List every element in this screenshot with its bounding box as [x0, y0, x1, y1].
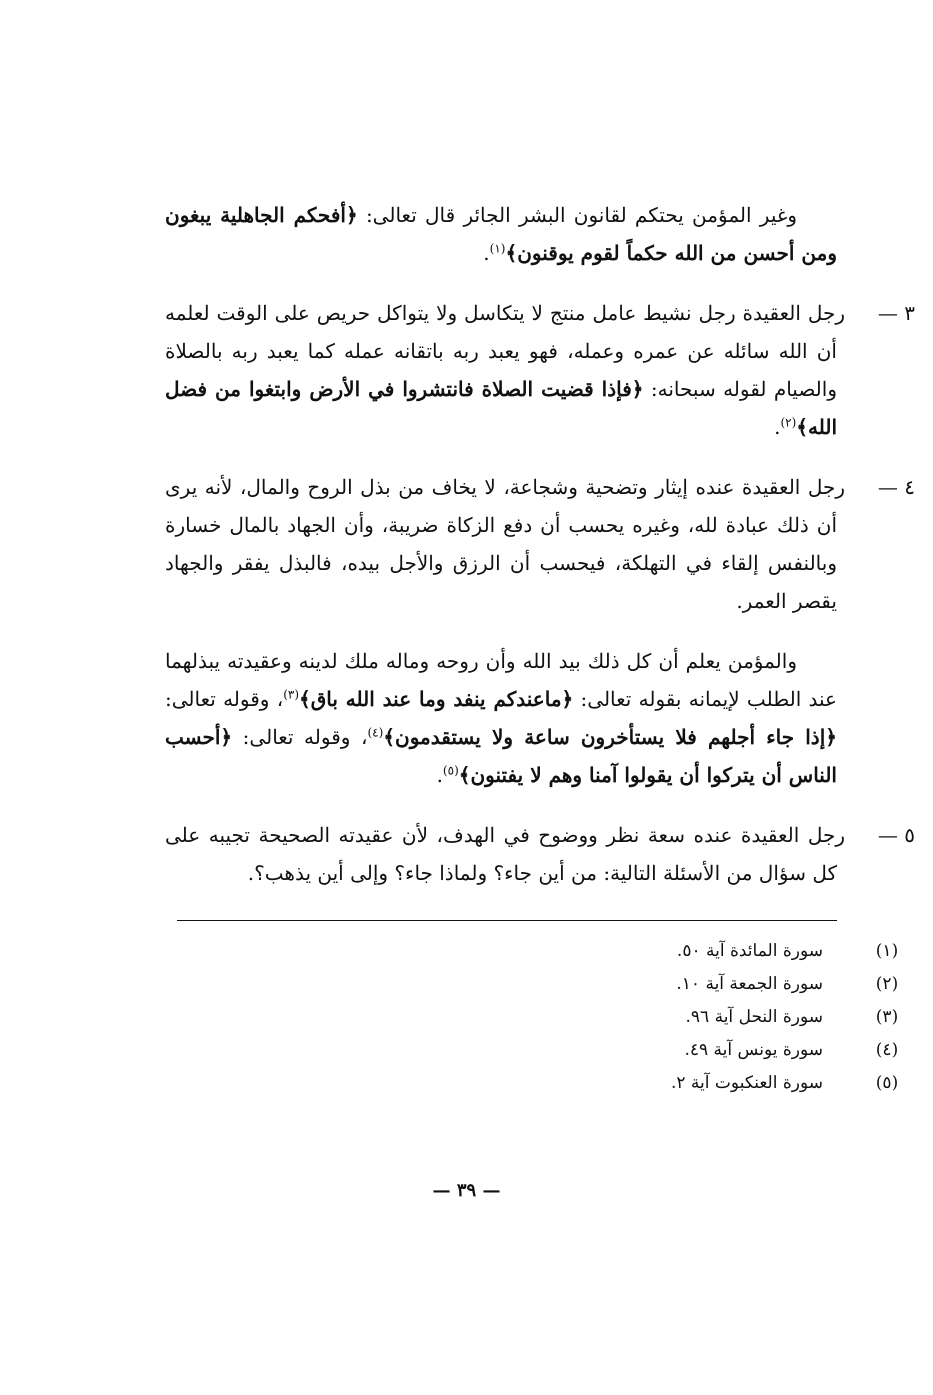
item-5-number: ٥ — [877, 823, 915, 847]
footnote-ref-4: (٤) [367, 725, 384, 740]
footnote-ref-5: (٥) [442, 763, 459, 778]
numbered-item-3 [165, 294, 915, 446]
numbered-item-4 [165, 468, 915, 620]
footnotes-list [165, 935, 899, 1100]
footnote-separator [177, 920, 837, 921]
footnote [165, 935, 899, 968]
quran-quote-4: ﴿إذا جاء أجلهم فلا يستأخرون ساعة ولا يستقدمون﴾ [383, 725, 837, 749]
footnote-ref-1: (١) [489, 241, 506, 256]
footnote-ref-2: (٢) [780, 415, 797, 430]
footnote-text: سورة النحل آية ٩٦. [685, 1007, 823, 1027]
footnote-text: سورة العنكبوت آية ٢. [670, 1073, 823, 1093]
paragraph-5-text-1: والمؤمن يعلم أن كل ذلك بيد الله وأن روحه وماله ملك لدينه وعقيدته يبذلهما عند الطلب لإيمانه بقوله تعالى: [165, 649, 837, 711]
footnote [165, 1067, 899, 1100]
quran-quote-3: ﴿ماعندكم ينفد وما عند الله باق﴾ [299, 687, 574, 711]
paragraph-5-text-2: ، وقوله تعالى: [165, 687, 284, 711]
footnote [165, 1001, 899, 1034]
item-4-text: رجل العقيدة عنده إيثار وتضحية وشجاعة، لا يخاف من بذل الروح والمال، لأنه يرى أن ذلك عبادة لله، وغيره يحسب أن دفع الزكاة ضريبة، وأن الجهاد بالمال خسارة وبالنفس إلقاء في التهلكة، فيحسب أن الرزق والأجل بيده، فالبذل يفقر والجهاد يقصر العمر. [165, 475, 845, 613]
footnote [165, 1034, 899, 1067]
footnote-number: (١) [875, 941, 899, 961]
paragraph-1-text: وغير المؤمن يحتكم لقانون البشر الجائر قال تعالى: [357, 203, 797, 227]
paragraph-1 [165, 196, 837, 272]
page-content [165, 196, 915, 1100]
quran-quote-2: ﴿فإذا قضيت الصلاة فانتشروا في الأرض وابتغوا من فضل الله﴾ [165, 377, 837, 439]
footnote-number: (٣) [875, 1007, 899, 1027]
footnote-text: سورة المائدة آية ٥٠. [676, 941, 823, 961]
paragraph-5-end: . [436, 763, 443, 787]
footnote-text: سورة الجمعة آية ١٠. [676, 974, 823, 994]
footnote-ref-3: (٣) [283, 687, 300, 702]
quran-quote-5: ﴿أحسب الناس أن يتركوا أن يقولوا آمنا وهم لا يفتنون﴾ [165, 725, 837, 787]
paragraph-5-text-3: ، وقوله تعالى: [232, 725, 368, 749]
paragraph-1-end: . [483, 241, 490, 265]
footnote-number: (٥) [875, 1073, 899, 1093]
item-5-text: رجل العقيدة عنده سعة نظر ووضوح في الهدف، لأن عقيدته الصحيحة تجيبه على كل سؤال من الأسئلة التالية: من أين جاء؟ ولماذا جاء؟ وإلى أين يذهب؟. [165, 823, 845, 885]
paragraph-5 [165, 642, 837, 794]
item-3-end: . [774, 415, 781, 439]
footnote-number: (٤) [875, 1040, 899, 1060]
footnote-number: (٢) [875, 974, 899, 994]
footnote [165, 968, 899, 1001]
numbered-item-3-body [165, 294, 915, 446]
numbered-item-5-body [165, 816, 915, 892]
item-3-text: رجل العقيدة رجل نشيط عامل منتج لا يتكاسل ولا يتواكل حريص على الوقت لعلمه أن الله سائله عن عمره وعمله، فهو يعبد ربه باتقانه عمله كما يعبد ربه بالصلاة والصيام لقوله سبحانه: [165, 301, 845, 401]
page-number: — ٣٩ — [432, 1180, 501, 1201]
footnote-separator-wrap [165, 914, 837, 935]
quran-quote-1: ﴿أفحكم الجاهلية يبغون ومن أحسن من الله حكماً لقوم يوقنون﴾ [165, 203, 837, 265]
numbered-item-5 [165, 816, 915, 892]
item-4-number: ٤ — [877, 475, 915, 499]
numbered-item-4-body [165, 468, 915, 620]
item-3-number: ٣ — [877, 301, 915, 325]
footnote-text: سورة يونس آية ٤٩. [684, 1040, 823, 1060]
